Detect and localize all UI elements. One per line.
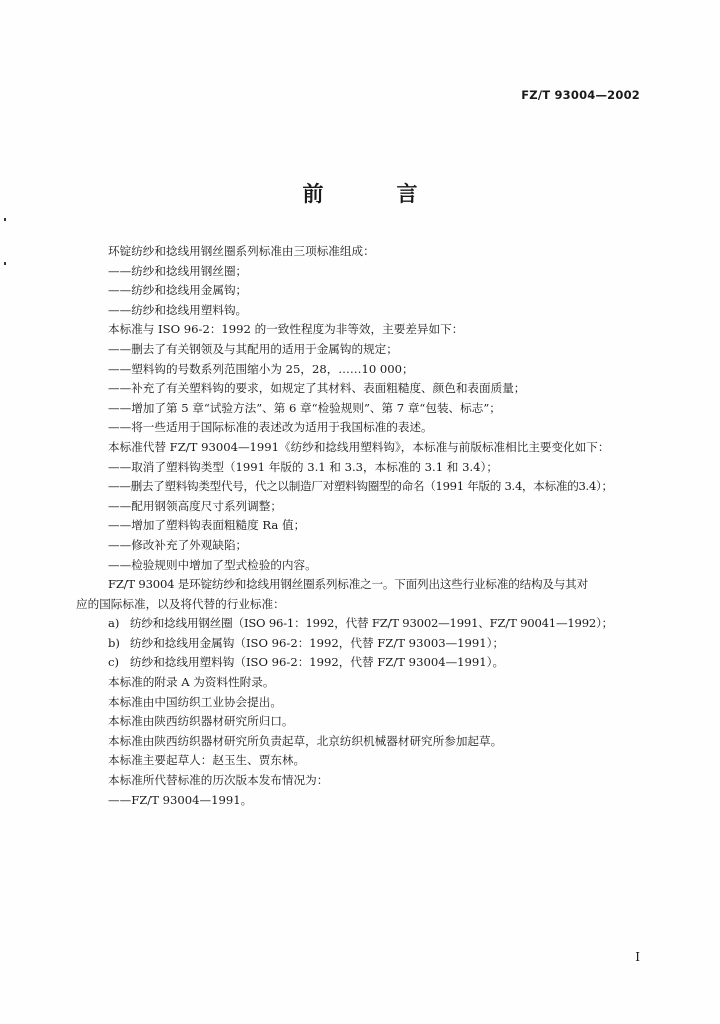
page-title: 前 言 xyxy=(302,182,444,206)
list-text: 纺纱和捻线用钢丝圈（ISO 96-1：1992，代替 FZ/T 93002—1991、FZ/T 90041—1992）； xyxy=(130,616,614,631)
paragraph: 本标准代替 FZ/T 93004—1991《纺纱和捻线用塑料钩》，本标准与前版标准相比主要变化如下： xyxy=(108,439,610,454)
page-number: I xyxy=(635,950,640,964)
foreword-body xyxy=(76,242,665,810)
paragraph: ——纺纱和捻线用塑料钩。 xyxy=(108,302,248,317)
paragraph: ——塑料钩的号数系列范围缩小为 25，28，……10 000； xyxy=(108,361,414,376)
list-text: 纺纱和捻线用金属钩（ISO 96-2：1992，代替 FZ/T 93003—1991）； xyxy=(130,635,505,650)
paragraph: ——删去了塑料钩类型代号，代之以制造厂对塑料钩圈型的命名（1991 年版的 3.4，本标准的3.4）； xyxy=(108,479,613,494)
list-item xyxy=(90,653,665,673)
intro-line-continued: 应的国际标准，以及将代替的行业标准： xyxy=(76,596,285,611)
paragraph: 本标准的附录 A 为资料性附录。 xyxy=(108,675,275,690)
paragraph: ——检验规则中增加了型式检验的内容。 xyxy=(108,557,317,572)
paragraph: ——增加了塑料钩表面粗糙度 Ra 值； xyxy=(108,518,306,533)
margin-mark xyxy=(4,262,6,265)
paragraph: ——纺纱和捻线用钢丝圈； xyxy=(108,263,248,278)
paragraph: 环锭纺纱和捻线用钢丝圈系列标准由三项标准组成： xyxy=(108,244,375,258)
paragraph: ——FZ/T 93004—1991。 xyxy=(108,792,253,807)
list-marker: c) xyxy=(108,655,120,670)
paragraph: ——删去了有关钢领及与其配用的适用于金属钩的规定； xyxy=(108,341,398,356)
paragraph: 本标准由陕西纺织器材研究所归口。 xyxy=(108,714,294,729)
paragraph: 本标准所代替标准的历次版本发布情况为： xyxy=(108,773,329,788)
paragraph: 本标准主要起草人：赵玉生、贾东林。 xyxy=(108,753,306,768)
paragraph: ——配用钢领高度尺寸系列调整； xyxy=(108,498,282,513)
document-code: FZ/T 93004—2002 xyxy=(521,88,640,102)
intro-line: FZ/T 93004 是环锭纺纱和捻线用钢丝圈系列标准之一。下面列出这些行业标准的结构及与其对 xyxy=(108,577,588,592)
paragraph: ——将一些适用于国际标准的表述改为适用于我国标准的表述。 xyxy=(108,420,433,435)
paragraph: 本标准由中国纺织工业协会提出。 xyxy=(108,694,282,709)
paragraph: ——修改补充了外观缺陷； xyxy=(108,537,248,552)
margin-mark xyxy=(4,218,6,221)
paragraph: 本标准与 ISO 96-2：1992 的一致性程度为非等效，主要差异如下： xyxy=(108,322,464,337)
paragraph: ——纺纱和捻线用金属钩； xyxy=(108,283,248,298)
paragraph: ——取消了塑料钩类型（1991 年版的 3.1 和 3.3，本标准的 3.1 和 3.4）； xyxy=(108,459,498,474)
paragraph: ——补充了有关塑料钩的要求，如规定了其材料、表面粗糙度、颜色和表面质量； xyxy=(108,381,526,396)
paragraph: ——增加了第 5 章“试验方法”、第 6 章“检验规则”、第 7 章“包装、标志”； xyxy=(108,400,501,415)
list-marker: b) xyxy=(108,635,120,650)
list-text: 纺纱和捻线用塑料钩（ISO 96-2：1992，代替 FZ/T 93004—1991）。 xyxy=(130,655,505,670)
list-item xyxy=(90,614,665,634)
list-item xyxy=(90,634,665,654)
paragraph: 本标准由陕西纺织器材研究所负责起草，北京纺织机械器材研究所参加起草。 xyxy=(108,733,503,748)
list-marker: a) xyxy=(108,616,120,631)
